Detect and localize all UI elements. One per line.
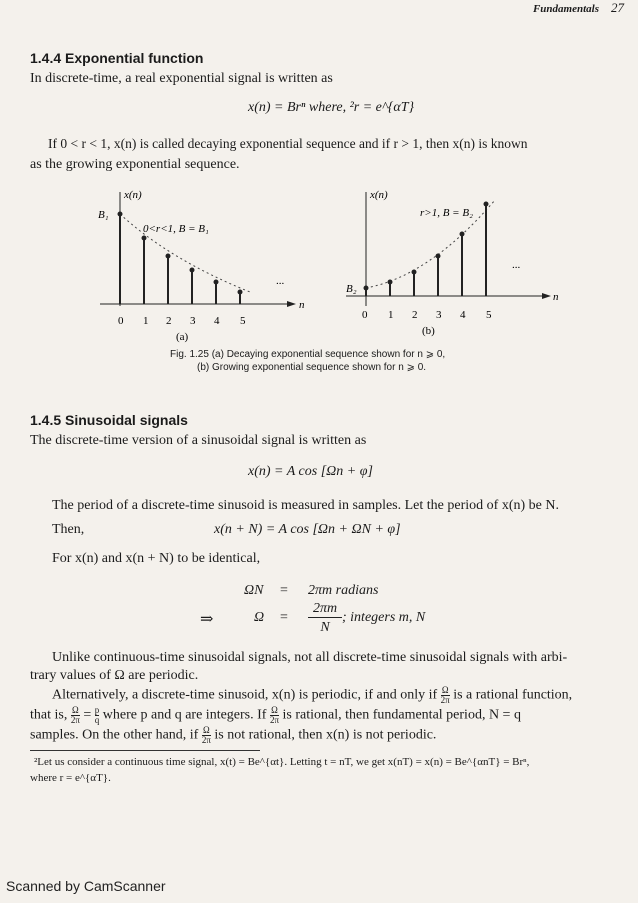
panel-a-stem-dot-3 [190,268,195,273]
eq2-lhs: Ω [254,610,265,625]
panel-b-stem-dot-0 [364,286,369,291]
page-number: 27 [611,0,624,15]
panel-b [346,189,559,337]
eq2-equals: = [280,610,288,625]
eq1-rhs: 2πm radians [308,583,379,598]
panel-a-tick-2: 2 [166,315,172,327]
footnote-line1: ²Let us consider a continuous time signal, x(t) = Be^{αt}. Letting t = nT, we get x(nT) = x(n) = Be^{αnT} = Brⁿ, [34,756,530,768]
exp-paragraph-line2: as the growing exponential sequence. [30,157,240,172]
panel-a-start-label: B₁ [98,209,109,221]
panel-b-stem-dot-1 [388,280,393,285]
panel-a-ticks [118,315,246,327]
exp-equation: x(n) = Brⁿ where, ²r = e^{αT} [248,100,415,115]
eq1-lhs: ΩN [244,583,264,598]
frac-omega-2pi: $\frac{\Omega}{2\pi}$ [440,685,450,705]
frac-omega-2pi: $\frac{\Omega}{2\pi}$ [70,705,80,725]
panel-a-stem-dot-1 [142,236,147,241]
panel-a-stem-dot-4 [214,280,219,285]
unlike-line1: Unlike continuous-time sinusoidal signals, not all discrete-time sinusoidal signals with arbi- [52,650,568,665]
eq2-tail: ; integers m, N [342,610,426,625]
implies-arrow: ⇒ [200,611,214,628]
sin-then-label: Then, [52,522,85,537]
figure-exponential-sequences [0,180,638,350]
panel-a-label: (a) [176,331,189,343]
panel-a-stem-dot-0 [118,212,123,217]
panel-b-stem-dot-2 [412,270,417,275]
panel-b-stem-dot-4 [460,232,465,237]
panel-b-annotation: r>1, B = B₂ [420,207,473,219]
sin-period-line: The period of a discrete-time sinusoid is measured in samples. Let the period of x(n) be N. [52,498,559,513]
sin-intro: The discrete-time version of a sinusoidal signal is written as [30,433,367,448]
equals-sign: = [83,707,92,723]
panel-a-tick-1: 1 [143,315,149,327]
eq2-numerator: 2πm [308,601,342,618]
running-title: Fundamentals [532,3,599,15]
alt-line1-a: Alternatively, a discrete-time sinusoid, x(n) is periodic, if and only if [52,687,438,703]
figure-caption-line2: (b) Growing exponential sequence shown for n ⩾ 0. [197,362,427,373]
sin-identical-line: For x(n) and x(n + N) to be identical, [52,551,261,566]
panel-a-axis-label: n [299,299,305,311]
panel-a-stem-dot-5 [238,290,243,295]
panel-a [98,189,305,343]
sin-then-equation: x(n + N) = A cos [Ωn + ΩN + φ] [214,522,401,537]
alt-line2-c: is rational, then fundamental period, N = q [282,707,521,723]
alt-line3 [30,726,436,745]
panel-a-ellipsis: ... [276,275,285,287]
section-heading-exponential: 1.4.4 Exponential function [30,50,204,66]
panel-b-tick-1: 1 [388,309,394,321]
panel-a-annotation: 0<r<1, B = B₁ [143,223,209,235]
frac-omega-2pi: $\frac{\Omega}{2\pi}$ [269,705,279,725]
panel-a-ylabel: x(n) [124,189,142,201]
frac-p-q: $\frac{p}{q}$ [94,705,100,725]
panel-b-label: (b) [422,325,435,337]
panel-b-ylabel: x(n) [370,189,388,201]
sin-equation: x(n) = A cos [Ωn + φ] [248,464,373,479]
panel-a-stem-dot-2 [166,254,171,259]
panel-b-start-label: B₂ [346,283,357,295]
running-header [533,0,624,16]
exp-paragraph-line1: If 0 < r < 1, x(n) is called decaying exponential sequence and if r > 1, then x(n) is known [48,136,528,151]
panel-a-tick-0: 0 [118,315,124,327]
panel-b-tick-5: 5 [486,309,492,321]
panel-b-ellipsis: ... [512,259,521,271]
panel-b-stem-dot-3 [436,254,441,259]
eq1-equals: = [280,583,288,598]
footnote-rule [30,750,260,751]
scanner-watermark: Scanned by CamScanner [6,878,166,894]
eq2-denominator: N [320,620,330,635]
panel-a-tick-4: 4 [214,315,220,327]
alt-line3-a: samples. On the other hand, if [30,727,199,743]
alt-line1-b: is a rational function, [453,687,573,703]
panel-b-tick-4: 4 [460,309,466,321]
alt-line2-b: where p and q are integers. If [102,707,267,723]
panel-a-tick-3: 3 [190,315,196,327]
panel-b-ticks [362,309,492,321]
unlike-line2: trary values of Ω are periodic. [30,668,199,683]
section-heading-sinusoidal: 1.4.5 Sinusoidal signals [30,412,188,428]
alt-line1 [52,686,572,705]
frac-omega-2pi: $\frac{\Omega}{2\pi}$ [201,725,211,745]
footnote-line2: where r = e^{αT}. [30,772,111,784]
figure-caption-line1: Fig. 1.25 (a) Decaying exponential sequence shown for n ⩾ 0, [170,349,446,360]
panel-b-tick-2: 2 [412,309,418,321]
panel-a-axis-arrow [287,301,296,307]
panel-b-tick-0: 0 [362,309,368,321]
exp-intro: In discrete-time, a real exponential signal is written as [30,71,333,86]
panel-b-axis-arrow [542,293,551,299]
alt-line2-a: that is, [30,707,68,723]
panel-a-tick-5: 5 [240,315,246,327]
panel-b-tick-3: 3 [436,309,442,321]
panel-b-stem-dot-5 [484,202,489,207]
alt-line2 [30,706,521,725]
panel-b-axis-label: n [553,291,559,303]
alt-line3-b: is not rational, then x(n) is not periodic. [214,727,437,743]
